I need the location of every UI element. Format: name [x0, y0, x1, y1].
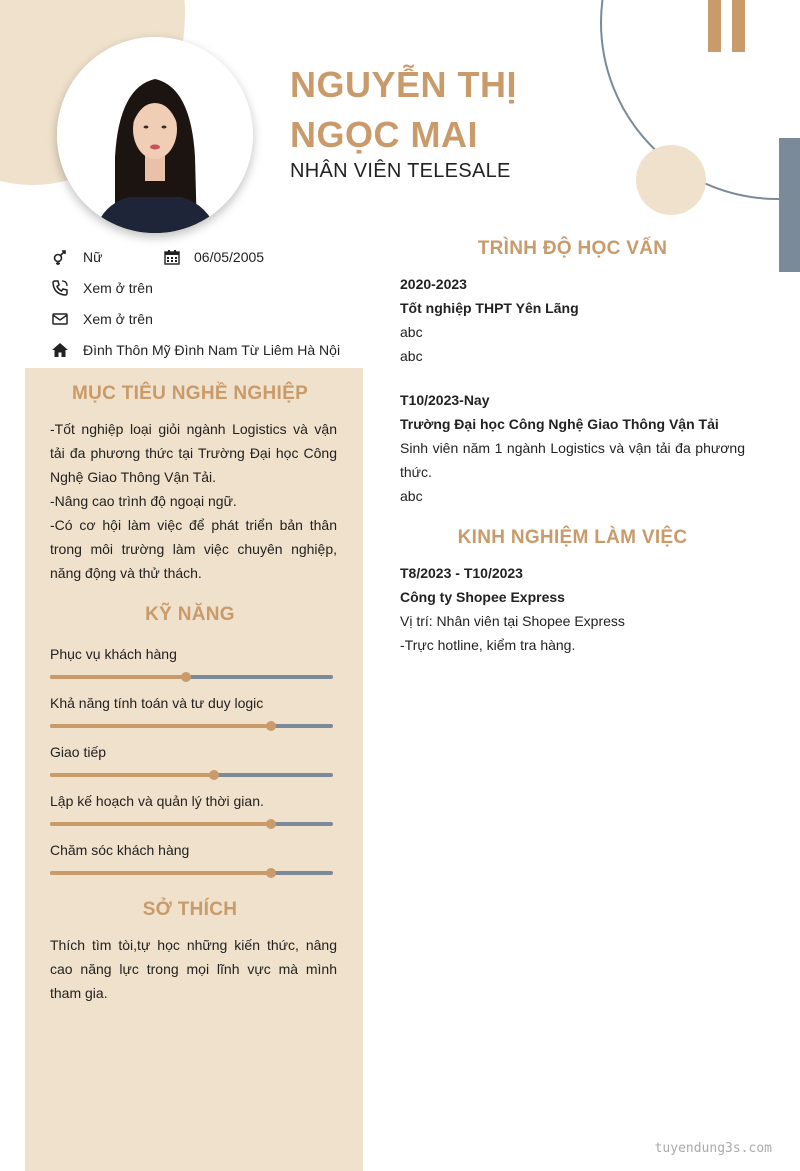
objective-line: -Tốt nghiệp loại giỏi ngành Logistics và vận tải đa phương thức tại Trường Đại học Công Nghệ Giao Thông Vận Tải.: [50, 421, 337, 485]
skill-bar: [50, 675, 333, 679]
hobbies-title: SỞ THÍCH: [142, 899, 238, 920]
email-value: Xem ở trên: [83, 311, 153, 327]
education-period: 2020-2023: [400, 276, 467, 292]
education-period: T10/2023-Nay: [400, 392, 490, 408]
skill-bar-fill: [50, 822, 271, 826]
objective-line: -Có cơ hội làm việc để phát triển bản thân trong môi trường làm việc chuyên nghiệp, năng động và thử thách.: [50, 517, 337, 581]
name-line-1: NGUYỄN THỊ: [290, 64, 518, 105]
phone-value: Xem ở trên: [83, 280, 153, 296]
address-value: Đình Thôn Mỹ Đình Nam Từ Liêm Hà Nội: [83, 342, 341, 358]
decorative-bar: [708, 0, 721, 52]
skill-bar-knob: [181, 672, 191, 682]
skill-bar: [50, 724, 333, 728]
decorative-bar: [732, 0, 745, 52]
phone-icon: [52, 280, 68, 296]
avatar: [57, 37, 253, 233]
candidate-name: [290, 60, 710, 160]
skill-bar: [50, 822, 333, 826]
skill-bar: [50, 773, 333, 777]
objective-title: MỤC TIÊU NGHỀ NGHIỆP: [71, 383, 309, 404]
skill-label: Khả năng tính toán và tư duy logic: [50, 695, 264, 711]
education-school: Tốt nghiệp THPT Yên Lãng: [400, 300, 579, 316]
skill-bar-fill: [50, 773, 214, 777]
education-detail: Sinh viên năm 1 ngành Logistics và vận tải đa phương thức.: [400, 440, 745, 480]
education-school: Trường Đại học Công Nghệ Giao Thông Vận Tải: [400, 416, 719, 432]
skill-label: Giao tiếp: [50, 744, 107, 760]
experience-detail: -Trực hotline, kiểm tra hàng.: [400, 637, 576, 653]
skill-label: Chăm sóc khách hàng: [50, 842, 190, 858]
portrait-photo: [57, 37, 253, 233]
education-detail: abc: [400, 488, 423, 504]
skill-label: Phục vụ khách hàng: [50, 646, 177, 662]
experience-title: KINH NGHIỆM LÀM VIỆC: [457, 527, 688, 548]
objective-line: -Nâng cao trình độ ngoại ngữ.: [50, 493, 237, 509]
name-line-2: NGỌC MAI: [290, 114, 478, 155]
skill-bar-fill: [50, 724, 271, 728]
home-icon: [52, 342, 68, 358]
calendar-icon: [164, 249, 180, 265]
skill-bar-knob: [266, 868, 276, 878]
hobbies-text: Thích tìm tòi,tự học những kiến thức, nâng cao năng lực trong mọi lĩnh vực mà mình tham gia.: [50, 937, 337, 1001]
gender-icon: [52, 249, 68, 265]
skill-bar-fill: [50, 675, 186, 679]
skill-bar-fill: [50, 871, 271, 875]
skills-title: KỸ NĂNG: [145, 604, 235, 625]
email-icon: [52, 311, 68, 327]
birthdate-value: 06/05/2005: [194, 249, 265, 265]
skill-bar: [50, 871, 333, 875]
experience-detail: Vị trí: Nhân viên tại Shopee Express: [400, 613, 625, 629]
experience-company: Công ty Shopee Express: [400, 589, 565, 605]
skill-bar-knob: [266, 721, 276, 731]
education-detail: abc: [400, 324, 423, 340]
skill-bar-knob: [266, 819, 276, 829]
education-title: TRÌNH ĐỘ HỌC VẤN: [477, 238, 668, 259]
skill-label: Lập kế hoạch và quản lý thời gian.: [50, 793, 264, 809]
gender-value: Nữ: [83, 249, 103, 265]
watermark: tuyendung3s.com: [654, 1141, 772, 1156]
job-title: NHÂN VIÊN TELESALE: [290, 160, 511, 182]
decorative-side-bar: [779, 138, 800, 272]
objective-text: [50, 417, 337, 585]
education-detail: abc: [400, 348, 423, 364]
experience-period: T8/2023 - T10/2023: [400, 565, 523, 581]
